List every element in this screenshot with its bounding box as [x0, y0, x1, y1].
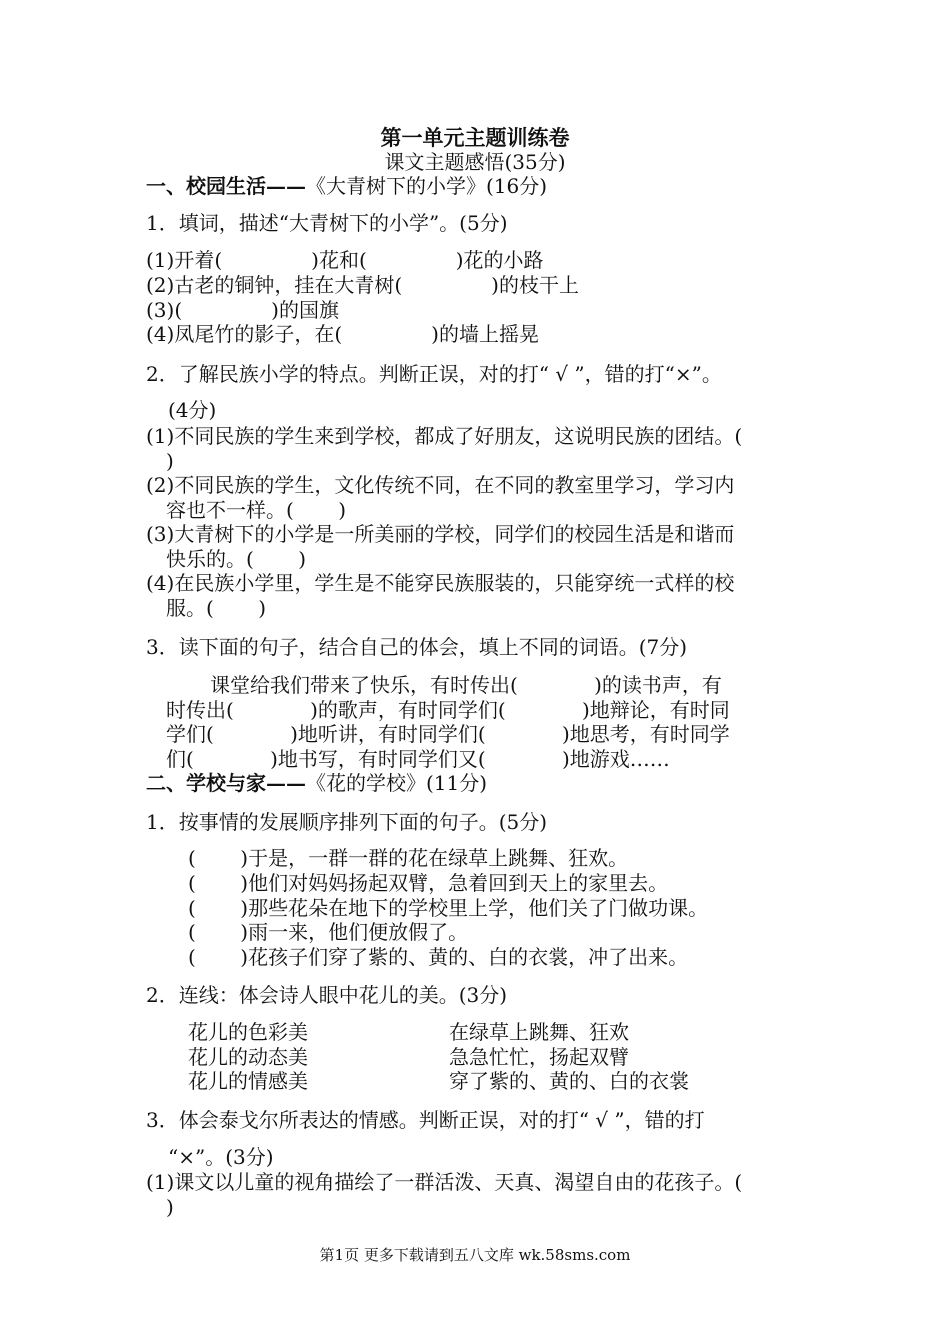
- s2-q2-right-1: 在绿草上跳舞、狂欢: [449, 1020, 629, 1044]
- section1-heading-text: 一、校园生活——: [146, 174, 306, 198]
- s2-q1-item-4: ( )雨一来，他们便放假了。: [188, 920, 469, 944]
- page-footer: 第1页 更多下载请到五八文库 wk.58sms.com: [319, 1246, 631, 1264]
- s1-q2-item-2: (2)不同民族的学生，文化传统不同，在不同的教室里学习，学习内: [146, 473, 735, 497]
- s2-q1-item-5: ( )花孩子们穿了紫的、黄的、白的衣裳，冲了出来。: [188, 945, 689, 969]
- section2-book-title: 《花的学校》(11分): [306, 771, 488, 795]
- s1-q2-item-3: (3)大青树下的小学是一所美丽的学校，同学们的校园生活是和谐而: [146, 522, 735, 546]
- s1-q3-passage-4: 们( )地书写，有时同学们又( )地游戏……: [166, 747, 670, 771]
- s2-q2-left-2: 花儿的动态美: [188, 1045, 308, 1069]
- s1-q3-passage-3: 学们( )地听讲，有时同学们( )地思考，有时同学: [166, 722, 730, 746]
- s2-q3-stem-cont: “×”。(3分): [168, 1145, 274, 1169]
- s2-q2-stem: 2．连线：体会诗人眼中花儿的美。(3分): [146, 983, 508, 1007]
- s2-q2-right-2: 急急忙忙，扬起双臂: [449, 1045, 629, 1069]
- s2-q1-stem: 1．按事情的发展顺序排列下面的句子。(5分): [146, 810, 548, 834]
- s2-q1-item-3: ( )那些花朵在地下的学校里上学，他们关了门做功课。: [188, 896, 709, 920]
- s1-q2-item-2-cont: 容也不一样。( ): [166, 498, 347, 522]
- s2-q3-item-1-cont: ): [166, 1195, 174, 1219]
- s1-q3-passage-2: 时传出( )的歌声，有时同学们( )地辩论，有时同: [166, 698, 730, 722]
- page-title: 第一单元主题训练卷: [380, 125, 570, 150]
- s1-q2-stem-cont: (4分): [168, 398, 217, 422]
- s1-q2-item-1-cont: ): [166, 449, 174, 473]
- s1-q2-item-4: (4)在民族小学里，学生是不能穿民族服装的，只能穿统一式样的校: [146, 571, 735, 595]
- s2-q3-stem: 3．体会泰戈尔所表达的情感。判断正误，对的打“ √ ”，错的打: [146, 1108, 705, 1132]
- s1-q1-item-1: (1)开着( )花和( )花的小路: [146, 248, 544, 272]
- section1-book-title: 《大青树下的小学》(16分): [306, 174, 548, 198]
- s1-q2-item-4-cont: 服。( ): [166, 596, 267, 620]
- section2-heading-text: 二、学校与家——: [146, 771, 306, 795]
- s1-q3-stem: 3．读下面的句子，结合自己的体会，填上不同的词语。(7分): [146, 635, 688, 659]
- s2-q2-left-3: 花儿的情感美: [188, 1069, 308, 1093]
- s1-q1-item-2: (2)古老的铜钟，挂在大青树( )的枝干上: [146, 273, 579, 297]
- s1-q1-item-4: (4)凤尾竹的影子，在( )的墙上摇晃: [146, 322, 539, 346]
- s2-q2-right-3: 穿了紫的、黄的、白的衣裳: [449, 1069, 689, 1093]
- s1-q1-stem: 1．填词，描述“大青树下的小学”。(5分): [146, 211, 508, 235]
- s2-q1-item-1: ( )于是，一群一群的花在绿草上跳舞、狂欢。: [188, 846, 629, 870]
- s1-q2-item-1: (1)不同民族的学生来到学校，都成了好朋友，这说明民族的团结。(: [146, 424, 743, 448]
- s2-q3-item-1: (1)课文以儿童的视角描绘了一群活泼、天真、渴望自由的花孩子。(: [146, 1170, 743, 1194]
- s2-q2-left-1: 花儿的色彩美: [188, 1020, 308, 1044]
- s1-q2-stem: 2．了解民族小学的特点。判断正误，对的打“ √ ”，错的打“×”。: [146, 362, 722, 386]
- s1-q1-item-3: (3)( )的国旗: [146, 298, 339, 322]
- section1-heading: [146, 176, 547, 196]
- page-subtitle: 课文主题感悟(35分): [384, 150, 566, 174]
- section2-heading: [146, 773, 487, 793]
- s1-q2-item-3-cont: 快乐的。( ): [166, 547, 307, 571]
- s1-q3-passage-1: 课堂给我们带来了快乐，有时传出( )的读书声，有: [210, 673, 722, 697]
- s2-q1-item-2: ( )他们对妈妈扬起双臂，急着回到天上的家里去。: [188, 871, 669, 895]
